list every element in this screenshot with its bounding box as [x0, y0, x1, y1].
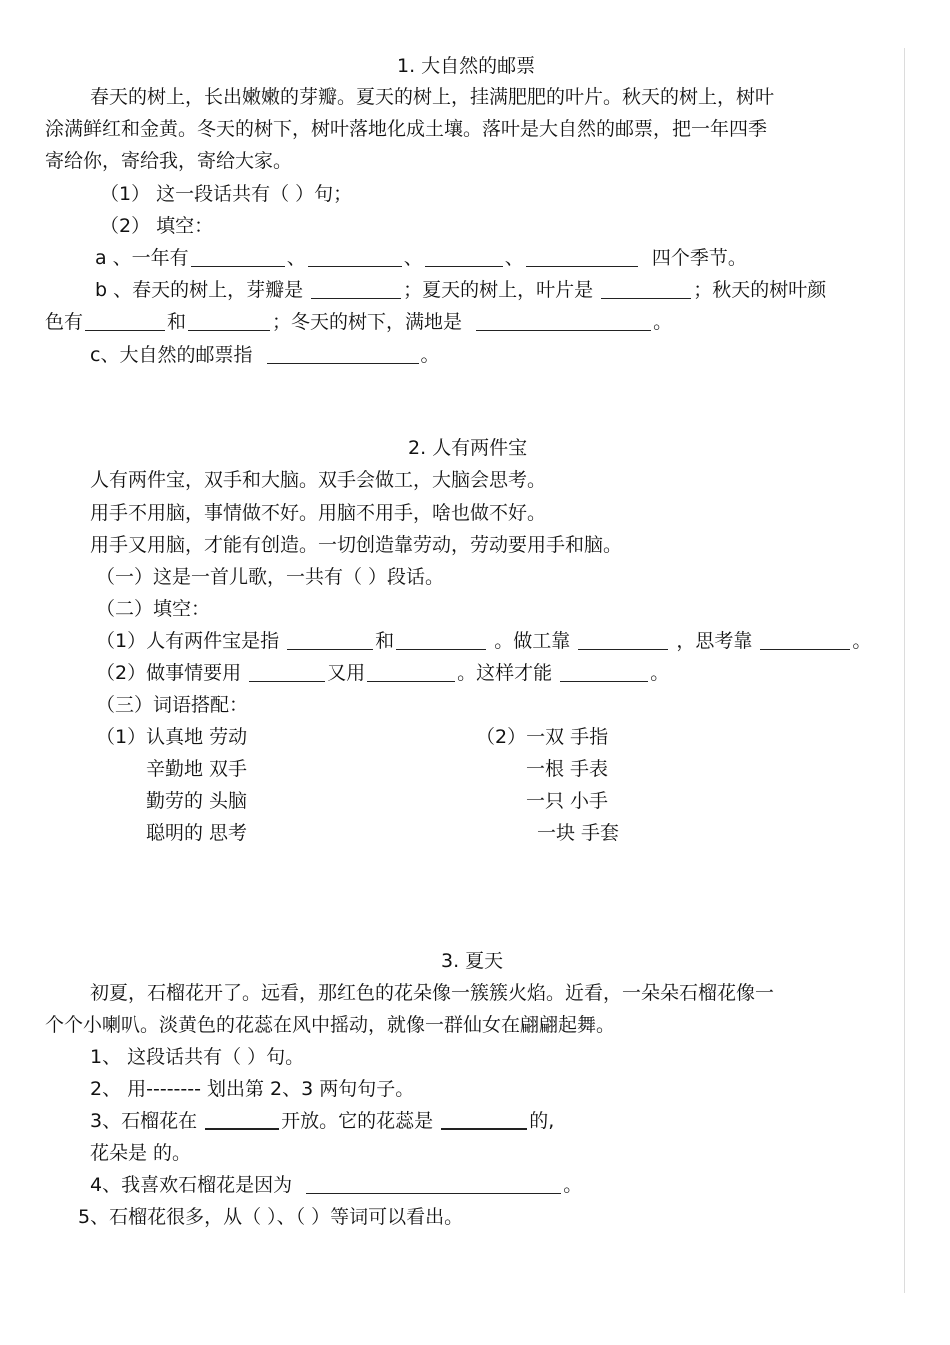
blank-use-2[interactable] — [367, 661, 455, 682]
blank-think-by[interactable] — [760, 629, 850, 650]
qc-text-2: 。 — [420, 344, 440, 366]
blank-nature-stamp[interactable] — [267, 343, 419, 364]
match-left-3[interactable]: 勤劳的 头脑 — [146, 790, 248, 812]
section1-question1: （1） 这一段话共有（ ）句； — [100, 183, 353, 205]
qb2-text-4: 。 — [653, 311, 673, 333]
blank-summer-leaf[interactable] — [601, 278, 691, 299]
qa-prefix: a 、一年有 — [95, 247, 189, 269]
match-right-4[interactable]: 一块 手套 — [537, 822, 620, 844]
separator: 、 — [504, 247, 524, 269]
section2-fill-1 — [96, 627, 871, 655]
section2-poem-line3: 用手又用脑，才能有创造。一切创造靠劳动，劳动要用手和脑。 — [90, 534, 623, 556]
q4-s3-text-1: 4、我喜欢石榴花是因为 — [90, 1174, 293, 1196]
q3-text-4: ，思考靠 — [676, 630, 753, 652]
blank-bloom-season[interactable] — [205, 1108, 279, 1130]
section3-title: 3. 夏天 — [441, 950, 504, 972]
section2-question1: （一）这是一首儿歌，一共有（ ）段话。 — [96, 566, 445, 588]
match-left-4[interactable]: 聪明的 思考 — [146, 822, 248, 844]
q3-text-1: （1）人有两件宝是指 — [96, 630, 280, 652]
blank-winter-ground[interactable] — [476, 310, 651, 331]
section3-question2: 2、 用-------- 划出第 2、3 两句句子。 — [90, 1078, 415, 1100]
q3-text-2: 和 — [375, 630, 395, 652]
blank-autumn-color-1[interactable] — [85, 310, 165, 331]
q3-s3-text-2: 开放。它的花蕊是 — [281, 1110, 434, 1132]
qb-text-3: ；秋天的树叶颜 — [693, 279, 827, 301]
qb-text-2: ；夏天的树上，叶片是 — [403, 279, 594, 301]
page-edge-line — [904, 48, 905, 1293]
q3-s3-text-1: 3、石榴花在 — [90, 1110, 198, 1132]
qc-text-1: c、大自然的邮票指 — [90, 344, 253, 366]
section1-passage-line1: 春天的树上，长出嫩嫩的芽瓣。夏天的树上，挂满肥肥的叶片。秋天的树上，树叶 — [90, 86, 775, 108]
section1-question-b — [95, 276, 826, 304]
section2-question3: （三）词语搭配： — [96, 694, 249, 716]
qb2-text-1: 色有 — [45, 311, 84, 333]
section3-question3 — [90, 1107, 554, 1135]
blank-stamen-color[interactable] — [441, 1108, 527, 1130]
qb-text-1: b 、春天的树上，芽瓣是 — [95, 279, 304, 301]
qa-suffix: 四个季节。 — [651, 247, 747, 269]
blank-reason[interactable] — [306, 1173, 561, 1194]
section1-question-b-cont — [45, 308, 672, 336]
qb2-text-3: ；冬天的树下，满地是 — [272, 311, 463, 333]
q4-text-4: 。 — [650, 662, 670, 684]
section3-passage-line2: 个个小喇叭。淡黄色的花蕊在风中摇动，就像一群仙女在翩翩起舞。 — [45, 1014, 616, 1036]
q3-text-5: 。 — [852, 630, 872, 652]
match-left-2[interactable]: 辛勤地 双手 — [146, 758, 248, 780]
section2-question2: （二）填空： — [96, 598, 211, 620]
blank-season-1[interactable] — [191, 246, 285, 267]
section3-question3-cont: 花朵是 的。 — [90, 1142, 192, 1164]
match-right-1[interactable]: （2）一双 手指 — [476, 726, 609, 748]
match-right-2[interactable]: 一根 手表 — [526, 758, 609, 780]
q4-text-3: 。这样才能 — [457, 662, 553, 684]
blank-season-4[interactable] — [526, 246, 638, 267]
blank-season-3[interactable] — [425, 246, 503, 267]
q4-text-2: 又用 — [327, 662, 366, 684]
match-left-1[interactable]: （1）认真地 劳动 — [96, 726, 248, 748]
blank-can-do[interactable] — [560, 661, 648, 682]
match-right-3[interactable]: 一只 小手 — [526, 790, 609, 812]
section2-title: 2. 人有两件宝 — [408, 437, 528, 459]
section1-question-a — [95, 244, 747, 272]
blank-season-2[interactable] — [308, 246, 402, 267]
blank-autumn-color-2[interactable] — [188, 310, 270, 331]
section1-title: 1. 大自然的邮票 — [397, 55, 536, 77]
section2-fill-2 — [96, 659, 669, 687]
blank-treasure-2[interactable] — [396, 629, 486, 650]
separator: 、 — [403, 247, 423, 269]
section1-question2: （2） 填空： — [100, 215, 214, 237]
blank-treasure-1[interactable] — [287, 629, 373, 650]
q4-s3-text-2: 。 — [563, 1174, 583, 1196]
blank-work-by[interactable] — [578, 629, 668, 650]
blank-use-1[interactable] — [249, 661, 325, 682]
section3-passage-line1: 初夏，石榴花开了。远看，那红色的花朵像一簇簇火焰。近看，一朵朵石榴花像一 — [90, 982, 775, 1004]
blank-spring-bud[interactable] — [311, 278, 401, 299]
section1-question-c — [90, 341, 440, 369]
section2-poem-line2: 用手不用脑，事情做不好。用脑不用手，啥也做不好。 — [90, 502, 547, 524]
section2-poem-line1: 人有两件宝，双手和大脑。双手会做工，大脑会思考。 — [90, 469, 547, 491]
section3-question1: 1、 这段话共有（ ）句。 — [90, 1046, 305, 1068]
q3-s3-text-3: 的, — [529, 1110, 555, 1132]
q4-text-1: （2）做事情要用 — [96, 662, 242, 684]
separator: 、 — [286, 247, 306, 269]
qb2-text-2: 和 — [167, 311, 187, 333]
section3-question5: 5、石榴花很多，从（ ）、（ ）等词可以看出。 — [78, 1206, 464, 1228]
q3-text-3: 。做工靠 — [494, 630, 571, 652]
section3-question4 — [90, 1171, 582, 1199]
section1-passage-line2: 涂满鲜红和金黄。冬天的树下，树叶落地化成土壤。落叶是大自然的邮票，把一年四季 — [45, 118, 768, 140]
section1-passage-line3: 寄给你，寄给我，寄给大家。 — [45, 150, 293, 172]
